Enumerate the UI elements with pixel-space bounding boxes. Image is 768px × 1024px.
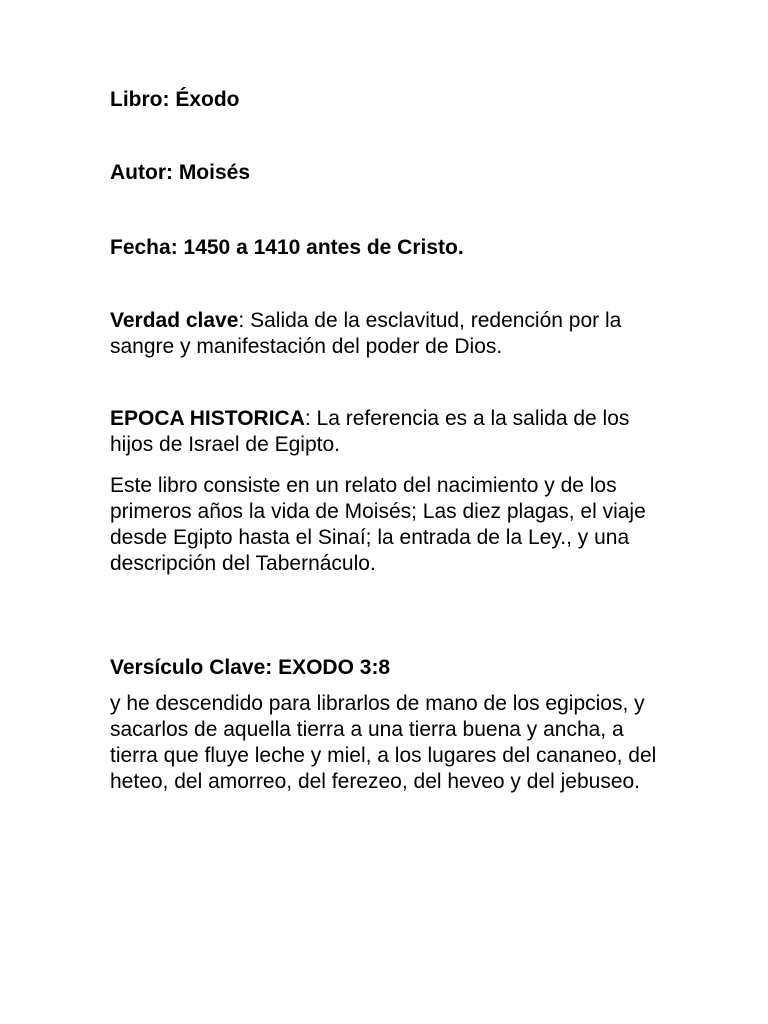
book-title: Libro: Éxodo — [110, 88, 240, 111]
key-truth-text: : Salida de la esclavitud, redención por la sangre y manifestación del poder de Dios. — [110, 309, 622, 358]
historical-period-text: : La referencia es a la salida de los hijos de Israel de Egipto. — [110, 407, 630, 456]
key-verse-text: y he descendido para librarlos de mano de los egipcios, y sacarlos de aquella tierra a una tierra buena y ancha, a tierra que fluye leche y miel, a los lugares del cananeo, del heteo, del amorreo, del ferezeo, del heveo y del jebuseo. — [110, 692, 657, 793]
key-truth-label: Verdad clave — [110, 309, 239, 332]
author-line: Autor: Moisés — [110, 161, 251, 184]
historical-period-paragraph — [110, 406, 670, 458]
book-description: Este libro consiste en un relato del nacimiento y de los primeros años la vida de Moisés; Las diez plagas, el viaje desde Egipto hasta el Sinaí; la entrada de la Ley., y una descripción del Tabernáculo. — [110, 474, 646, 575]
date-line: Fecha: 1450 a 1410 antes de Cristo. — [110, 236, 464, 259]
historical-period-label: EPOCA HISTORICA — [110, 407, 305, 430]
key-verse-heading: Versículo Clave: EXODO 3:8 — [110, 656, 391, 679]
key-truth-paragraph — [110, 308, 670, 360]
